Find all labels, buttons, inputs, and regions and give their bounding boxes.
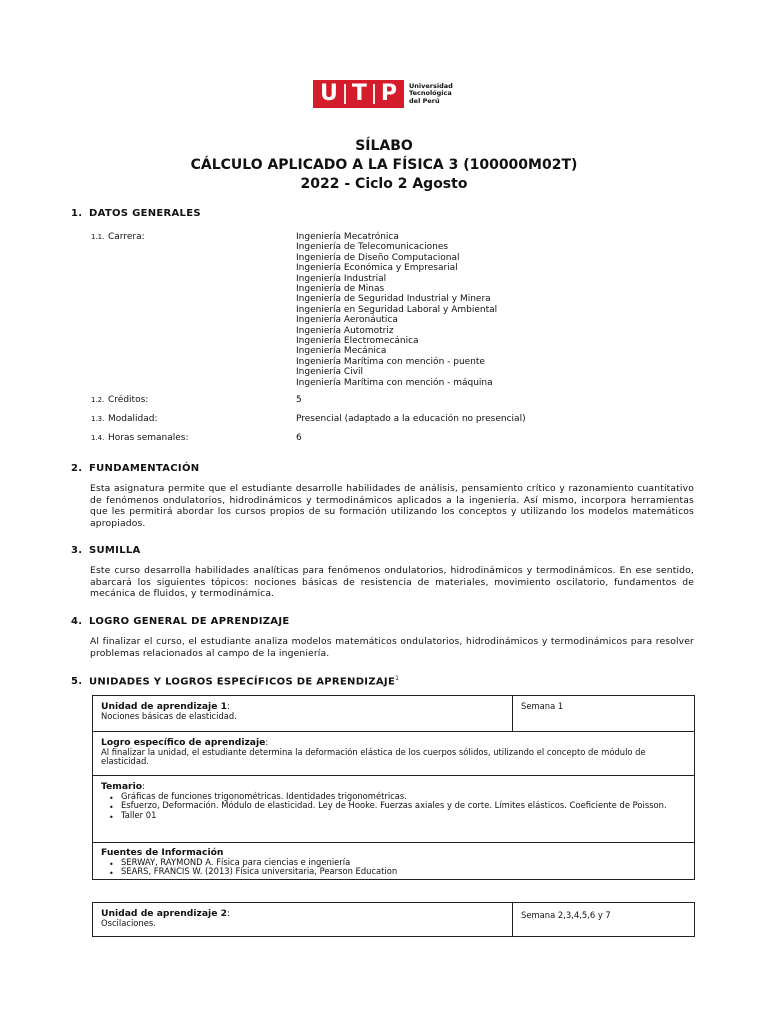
carrera-item: Ingeniería de Minas (296, 284, 385, 295)
fundamentacion-text: Esta asignatura permite que el estudiante desarrolle habilidades de análisis, pensamiento crítico y razonamiento cuantitativo de fenómenos ondulatorios, hidrodinámicos y termodinámicos aplicados a la ingeniería. Así mismo, incorpora herramientas que les permitirá abordar los cursos propios de su formación utilizando los conceptos y utilizando los modelos matemáticos apropiados. (90, 483, 694, 529)
section-number: 2. (71, 463, 83, 474)
unit-1-label: Unidad de aprendizaje 1 (101, 701, 228, 712)
unit-2-label-colon: : (227, 908, 230, 918)
footnote-marker: 1 (395, 675, 400, 682)
unit-1-table (92, 695, 695, 880)
logo-letter-t: T (351, 81, 367, 106)
carrera-item: Ingeniería Mecatrónica (296, 232, 399, 242)
carrera-label: Carrera: (108, 232, 145, 242)
carrera-item: Ingeniería Industrial (296, 273, 387, 284)
unit-2-name: Oscilaciones. (101, 917, 156, 928)
carrera-item: Ingeniería de Telecomunicaciones (296, 242, 449, 253)
unit-2-header (93, 905, 512, 932)
section-header-datos-generales (71, 208, 201, 219)
carrera-item: Ingeniería Marítima con mención - puente (296, 356, 485, 367)
modalidad-value: Presencial (adaptado a la educación no presencial) (296, 414, 526, 424)
logro-label: Logro específico de aprendizaje (101, 737, 266, 748)
horas-label: Horas semanales: (108, 433, 189, 443)
item-number: 1.2. (91, 396, 105, 404)
section-number: 3. (71, 545, 83, 556)
logro-label-colon: : (265, 737, 269, 747)
carrera-item: Ingeniería Aeronáutica (296, 315, 398, 326)
temario-item: • Taller 01 (121, 811, 688, 821)
item-number: 1.3. (91, 415, 105, 423)
section-header-unidades (71, 675, 399, 687)
unit-1-week: Semana 1 (521, 701, 564, 711)
term-title: 2022 - Ciclo 2 Agosto (300, 176, 468, 192)
carrera-item: Ingeniería Electromecánica (296, 336, 419, 347)
creditos-value: 5 (296, 395, 302, 405)
unit-1-fuentes (93, 844, 696, 881)
unit-1-label-colon: : (227, 701, 230, 711)
carrera-item: Ingeniería Automotriz (296, 325, 394, 336)
carrera-item: Ingeniería Civil (296, 367, 364, 378)
carrera-item: Ingeniería Económica y Empresarial (296, 263, 458, 274)
section-header-logro-general (71, 616, 290, 627)
logo-line: Tecnológica (409, 89, 452, 98)
fuentes-label: Fuentes de Información (101, 847, 224, 858)
section-title: LOGRO GENERAL DE APRENDIZAJE (89, 616, 290, 627)
section-title: FUNDAMENTACIÓN (89, 463, 200, 474)
course-title: CÁLCULO APLICADO A LA FÍSICA 3 (100000M02T) (190, 157, 578, 173)
modalidad-label: Modalidad: (108, 414, 158, 424)
carrera-list (296, 232, 497, 388)
section-header-sumilla (71, 545, 141, 556)
unit-2-table (92, 902, 695, 937)
item-number: 1.4. (91, 434, 105, 442)
unit-1-logro (93, 734, 696, 771)
fuentes-list (101, 858, 688, 877)
carrera-item: Ingeniería Marítima con mención - máquina (296, 377, 493, 388)
section-number: 1. (71, 208, 83, 219)
fuente-item: • SERWAY, RAYMOND A. Física para ciencias e ingeniería (121, 858, 688, 868)
unit-1-temario (93, 778, 696, 824)
temario-item: • Gráficas de funciones trigonométricas. Identidades trigonométricas. (121, 792, 688, 802)
logo-letter-u: U (320, 81, 338, 106)
temario-item: • Esfuerzo, Deformación. Módulo de elasticidad. Ley de Hooke. Fuerzas axiales y de corte. Límites elásticos. Coeficiente de Poisson. (121, 801, 688, 811)
logo-mark (313, 80, 404, 108)
logro-text: Al finalizar la unidad, el estudiante determina la deformación elástica de los cuerpos sólidos, utilizando el concepto de módulo de elasticidad. (101, 746, 646, 767)
sumilla-text: Este curso desarrolla habilidades analíticas para fenómenos ondulatorios, hidrodinámicos y termodinámicos. En ese sentido, abarcará los siguientes tópicos: nociones básicas de resistencia de materiales, movimiento oscilatorio, fundamentos de mecánica de fluidos, y termodinámica. (90, 565, 694, 600)
unit-2-label: Unidad de aprendizaje 2 (101, 908, 228, 919)
section-title: DATOS GENERALES (89, 208, 201, 219)
section-number: 4. (71, 616, 83, 627)
logo-letter-p: P (380, 81, 398, 106)
carrera-item: Ingeniería Mecánica (296, 346, 387, 357)
unit-1-name: Nociones básicas de elasticidad. (101, 710, 237, 721)
temario-list (101, 792, 688, 821)
carrera-item: Ingeniería de Seguridad Industrial y Minera (296, 294, 491, 305)
temario-label-colon: : (142, 781, 145, 791)
horas-value: 6 (296, 433, 302, 443)
unit-1-header (93, 698, 512, 725)
item-number: 1.1. (91, 233, 105, 241)
fuente-item: • SEARS, FRANCIS W. (2013) Física universitaria, Pearson Education (121, 867, 688, 877)
unit-2-week: Semana 2,3,4,5,6 y 7 (521, 910, 611, 920)
carrera-item: Ingeniería en Seguridad Laboral y Ambiental (296, 304, 498, 315)
logro-general-text: Al finalizar el curso, el estudiante analiza modelos matemáticos ondulatorios, hidrodinámicos y termodinámicos para resolver problemas relacionados al campo de la ingeniería. (90, 636, 694, 659)
carrera-item: Ingeniería de Diseño Computacional (296, 252, 460, 263)
section-title: SUMILLA (89, 545, 141, 556)
section-number: 5. (71, 676, 83, 688)
logo-line: Universidad (409, 81, 453, 90)
document-title: SÍLABO (355, 138, 413, 154)
logo-wordmark (409, 83, 453, 106)
utp-logo (313, 80, 453, 108)
section-title: UNIDADES Y LOGROS ESPECÍFICOS DE APRENDIZAJE (89, 676, 396, 688)
creditos-label: Créditos: (108, 395, 149, 405)
temario-label: Temario (101, 781, 143, 792)
section-header-fundamentacion (71, 463, 199, 474)
logo-line: del Perú (409, 96, 440, 105)
